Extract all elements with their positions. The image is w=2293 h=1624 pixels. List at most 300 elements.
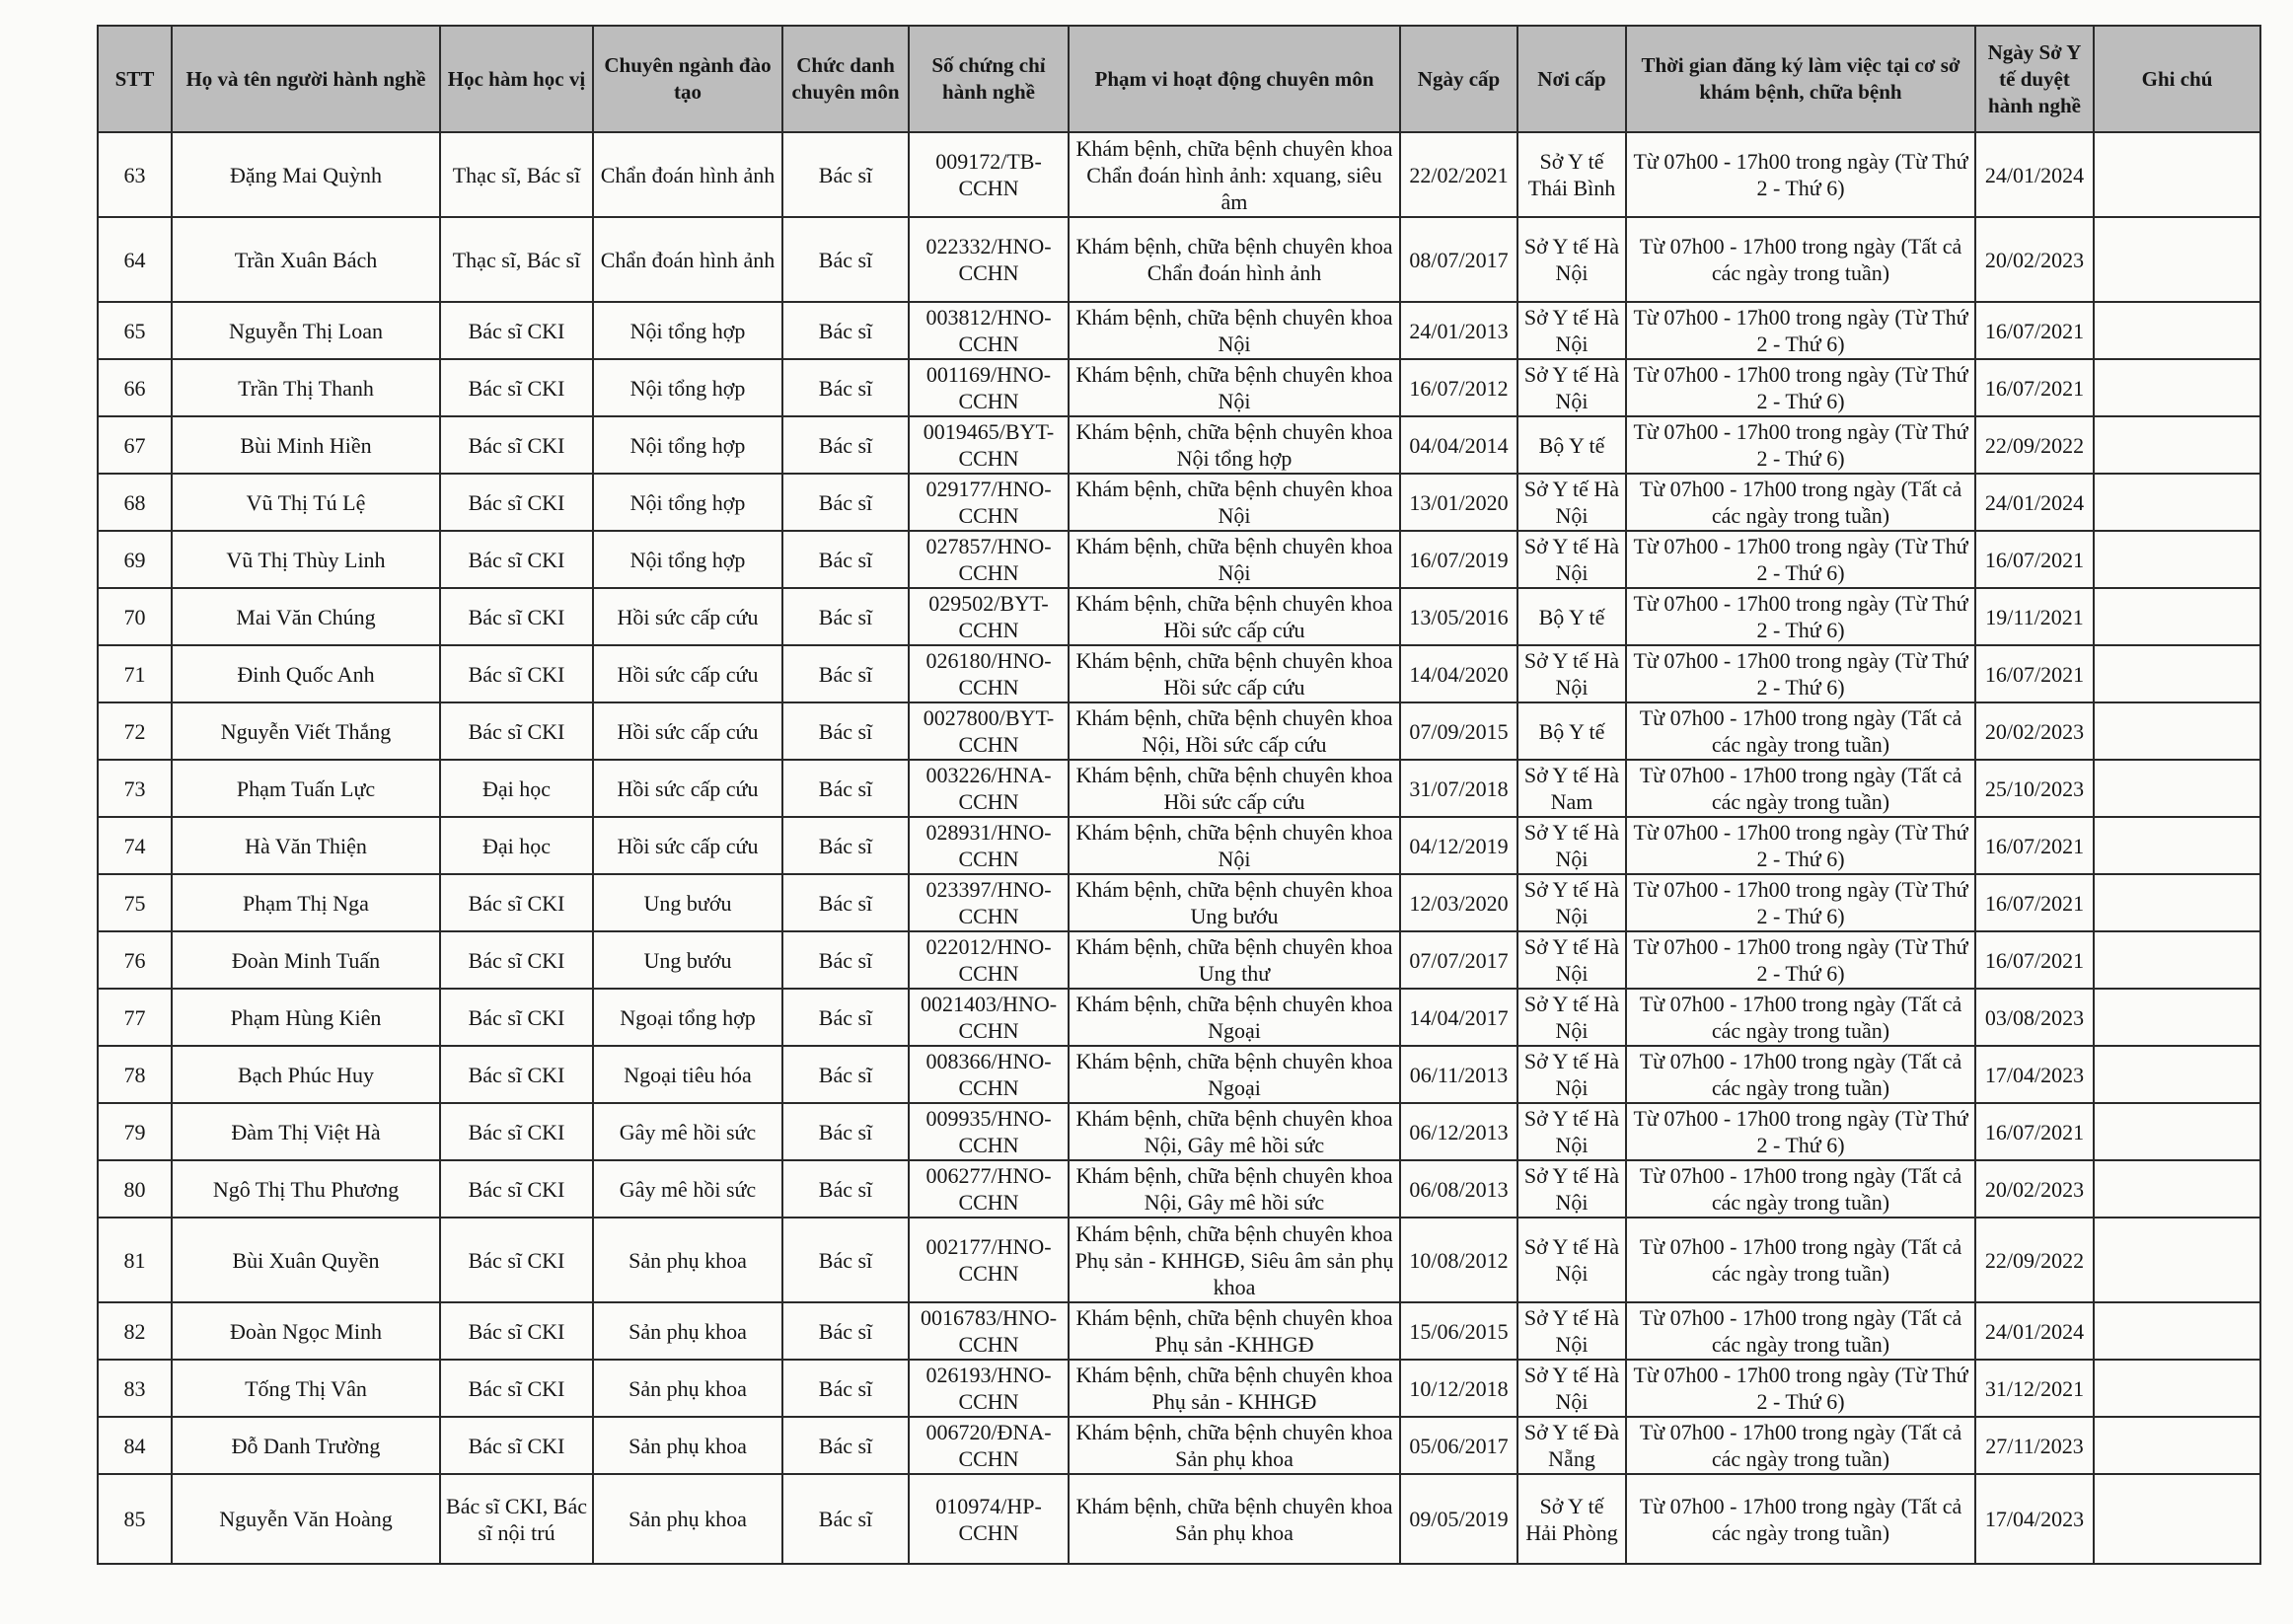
cell-license-number: 0016783/HNO-CCHN	[909, 1302, 1069, 1360]
table-row	[98, 989, 2260, 1046]
cell-stt: 71	[98, 645, 172, 702]
cell-approval-date: 17/04/2023	[1975, 1046, 2094, 1103]
cell-degree: Bác sĩ CKI	[440, 1103, 593, 1160]
cell-title: Bác sĩ	[782, 1360, 909, 1417]
cell-note	[2094, 302, 2260, 359]
cell-license-number: 029502/BYT-CCHN	[909, 588, 1069, 645]
cell-scope: Khám bệnh, chữa bệnh chuyên khoa Nội	[1069, 302, 1400, 359]
table-row	[98, 1302, 2260, 1360]
cell-approval-date: 24/01/2024	[1975, 474, 2094, 531]
cell-scope: Khám bệnh, chữa bệnh chuyên khoa Chẩn đoán hình ảnh	[1069, 217, 1400, 302]
cell-issue-date: 16/07/2012	[1400, 359, 1517, 416]
cell-degree: Bác sĩ CKI	[440, 359, 593, 416]
header-specialty: Chuyên ngành đào tạo	[593, 26, 782, 132]
cell-scope: Khám bệnh, chữa bệnh chuyên khoa Sản phụ khoa	[1069, 1417, 1400, 1474]
table-row	[98, 1417, 2260, 1474]
cell-working-time: Từ 07h00 - 17h00 trong ngày (Từ Thứ 2 - Thứ 6)	[1626, 531, 1975, 588]
cell-license-number: 001169/HNO-CCHN	[909, 359, 1069, 416]
cell-issue-date: 10/12/2018	[1400, 1360, 1517, 1417]
cell-degree: Bác sĩ CKI, Bác sĩ nội trú	[440, 1474, 593, 1564]
cell-issuer: Sở Y tế Hà Nội	[1517, 474, 1626, 531]
cell-working-time: Từ 07h00 - 17h00 trong ngày (Từ Thứ 2 - Thứ 6)	[1626, 359, 1975, 416]
cell-degree: Bác sĩ CKI	[440, 989, 593, 1046]
cell-stt: 69	[98, 531, 172, 588]
cell-name: Đàm Thị Việt Hà	[172, 1103, 440, 1160]
cell-name: Đỗ Danh Trường	[172, 1417, 440, 1474]
cell-scope: Khám bệnh, chữa bệnh chuyên khoa Phụ sản - KHHGĐ, Siêu âm sản phụ khoa	[1069, 1218, 1400, 1302]
cell-specialty: Sản phụ khoa	[593, 1302, 782, 1360]
cell-license-number: 003226/HNA-CCHN	[909, 760, 1069, 817]
header-scope: Phạm vi hoạt động chuyên môn	[1069, 26, 1400, 132]
cell-working-time: Từ 07h00 - 17h00 trong ngày (Từ Thứ 2 - Thứ 6)	[1626, 931, 1975, 989]
cell-issue-date: 16/07/2019	[1400, 531, 1517, 588]
cell-name: Bùi Xuân Quyền	[172, 1218, 440, 1302]
cell-stt: 82	[98, 1302, 172, 1360]
cell-approval-date: 03/08/2023	[1975, 989, 2094, 1046]
cell-scope: Khám bệnh, chữa bệnh chuyên khoa Nội	[1069, 359, 1400, 416]
cell-approval-date: 16/07/2021	[1975, 359, 2094, 416]
cell-scope: Khám bệnh, chữa bệnh chuyên khoa Ngoại	[1069, 989, 1400, 1046]
cell-note	[2094, 1302, 2260, 1360]
cell-title: Bác sĩ	[782, 416, 909, 474]
cell-note	[2094, 416, 2260, 474]
cell-degree: Bác sĩ CKI	[440, 645, 593, 702]
cell-note	[2094, 702, 2260, 760]
cell-license-number: 029177/HNO-CCHN	[909, 474, 1069, 531]
cell-issuer: Sở Y tế Hà Nội	[1517, 817, 1626, 874]
cell-note	[2094, 1046, 2260, 1103]
cell-note	[2094, 645, 2260, 702]
cell-approval-date: 16/07/2021	[1975, 931, 2094, 989]
cell-issue-date: 13/01/2020	[1400, 474, 1517, 531]
cell-stt: 74	[98, 817, 172, 874]
table-row	[98, 531, 2260, 588]
cell-note	[2094, 1474, 2260, 1564]
cell-degree: Thạc sĩ, Bác sĩ	[440, 217, 593, 302]
cell-note	[2094, 760, 2260, 817]
cell-working-time: Từ 07h00 - 17h00 trong ngày (Từ Thứ 2 - Thứ 6)	[1626, 645, 1975, 702]
cell-approval-date: 20/02/2023	[1975, 217, 2094, 302]
table-row	[98, 874, 2260, 931]
header-name: Họ và tên người hành nghề	[172, 26, 440, 132]
cell-degree: Bác sĩ CKI	[440, 1302, 593, 1360]
cell-approval-date: 25/10/2023	[1975, 760, 2094, 817]
cell-stt: 79	[98, 1103, 172, 1160]
cell-scope: Khám bệnh, chữa bệnh chuyên khoa Hồi sức cấp cứu	[1069, 645, 1400, 702]
cell-license-number: 0019465/BYT-CCHN	[909, 416, 1069, 474]
cell-issue-date: 04/12/2019	[1400, 817, 1517, 874]
cell-issuer: Sở Y tế Hà Nội	[1517, 874, 1626, 931]
cell-degree: Bác sĩ CKI	[440, 1218, 593, 1302]
cell-scope: Khám bệnh, chữa bệnh chuyên khoa Phụ sản -KHHGĐ	[1069, 1302, 1400, 1360]
cell-working-time: Từ 07h00 - 17h00 trong ngày (Tất cả các ngày trong tuần)	[1626, 1218, 1975, 1302]
cell-stt: 75	[98, 874, 172, 931]
cell-license-number: 026180/HNO-CCHN	[909, 645, 1069, 702]
cell-license-number: 023397/HNO-CCHN	[909, 874, 1069, 931]
cell-specialty: Hồi sức cấp cứu	[593, 702, 782, 760]
cell-name: Đặng Mai Quỳnh	[172, 132, 440, 217]
cell-scope: Khám bệnh, chữa bệnh chuyên khoa Nội	[1069, 531, 1400, 588]
cell-title: Bác sĩ	[782, 531, 909, 588]
cell-working-time: Từ 07h00 - 17h00 trong ngày (Từ Thứ 2 - Thứ 6)	[1626, 1103, 1975, 1160]
cell-title: Bác sĩ	[782, 1302, 909, 1360]
table-row	[98, 1218, 2260, 1302]
cell-approval-date: 16/07/2021	[1975, 874, 2094, 931]
cell-stt: 63	[98, 132, 172, 217]
cell-degree: Bác sĩ CKI	[440, 588, 593, 645]
cell-title: Bác sĩ	[782, 645, 909, 702]
cell-title: Bác sĩ	[782, 1160, 909, 1218]
cell-specialty: Sản phụ khoa	[593, 1417, 782, 1474]
cell-issue-date: 06/12/2013	[1400, 1103, 1517, 1160]
cell-title: Bác sĩ	[782, 1046, 909, 1103]
cell-title: Bác sĩ	[782, 760, 909, 817]
cell-stt: 78	[98, 1046, 172, 1103]
cell-license-number: 026193/HNO-CCHN	[909, 1360, 1069, 1417]
cell-license-number: 028931/HNO-CCHN	[909, 817, 1069, 874]
cell-scope: Khám bệnh, chữa bệnh chuyên khoa Ngoại	[1069, 1046, 1400, 1103]
cell-approval-date: 19/11/2021	[1975, 588, 2094, 645]
cell-issue-date: 09/05/2019	[1400, 1474, 1517, 1564]
table-row	[98, 132, 2260, 217]
cell-approval-date: 20/02/2023	[1975, 702, 2094, 760]
table-row	[98, 645, 2260, 702]
cell-license-number: 0021403/HNO-CCHN	[909, 989, 1069, 1046]
cell-working-time: Từ 07h00 - 17h00 trong ngày (Tất cả các ngày trong tuần)	[1626, 1160, 1975, 1218]
cell-name: Phạm Hùng Kiên	[172, 989, 440, 1046]
cell-license-number: 0027800/BYT-CCHN	[909, 702, 1069, 760]
cell-title: Bác sĩ	[782, 359, 909, 416]
cell-specialty: Hồi sức cấp cứu	[593, 817, 782, 874]
cell-issuer: Sở Y tế Hà Nội	[1517, 989, 1626, 1046]
cell-specialty: Ung bướu	[593, 874, 782, 931]
cell-title: Bác sĩ	[782, 474, 909, 531]
cell-specialty: Sản phụ khoa	[593, 1360, 782, 1417]
cell-title: Bác sĩ	[782, 702, 909, 760]
header-issue-date: Ngày cấp	[1400, 26, 1517, 132]
cell-name: Trần Thị Thanh	[172, 359, 440, 416]
cell-name: Trần Xuân Bách	[172, 217, 440, 302]
cell-working-time: Từ 07h00 - 17h00 trong ngày (Từ Thứ 2 - Thứ 6)	[1626, 1360, 1975, 1417]
table-row	[98, 217, 2260, 302]
cell-scope: Khám bệnh, chữa bệnh chuyên khoa Hồi sức cấp cứu	[1069, 588, 1400, 645]
cell-title: Bác sĩ	[782, 132, 909, 217]
cell-issuer: Sở Y tế Hà Nội	[1517, 645, 1626, 702]
cell-issue-date: 07/07/2017	[1400, 931, 1517, 989]
table-row	[98, 702, 2260, 760]
cell-specialty: Hồi sức cấp cứu	[593, 645, 782, 702]
cell-issue-date: 06/11/2013	[1400, 1046, 1517, 1103]
cell-title: Bác sĩ	[782, 989, 909, 1046]
cell-stt: 84	[98, 1417, 172, 1474]
table-row	[98, 588, 2260, 645]
cell-specialty: Ung bướu	[593, 931, 782, 989]
cell-note	[2094, 1218, 2260, 1302]
cell-note	[2094, 874, 2260, 931]
cell-approval-date: 16/07/2021	[1975, 531, 2094, 588]
cell-stt: 64	[98, 217, 172, 302]
cell-issue-date: 22/02/2021	[1400, 132, 1517, 217]
header-approval-date: Ngày Sở Y tế duyệt hành nghề	[1975, 26, 2094, 132]
cell-issuer: Sở Y tế Hải Phòng	[1517, 1474, 1626, 1564]
cell-approval-date: 16/07/2021	[1975, 645, 2094, 702]
cell-note	[2094, 132, 2260, 217]
cell-approval-date: 16/07/2021	[1975, 1103, 2094, 1160]
table-row	[98, 302, 2260, 359]
cell-title: Bác sĩ	[782, 217, 909, 302]
cell-specialty: Nội tổng hợp	[593, 474, 782, 531]
cell-working-time: Từ 07h00 - 17h00 trong ngày (Từ Thứ 2 - Thứ 6)	[1626, 416, 1975, 474]
cell-title: Bác sĩ	[782, 1218, 909, 1302]
cell-issue-date: 06/08/2013	[1400, 1160, 1517, 1218]
cell-specialty: Sản phụ khoa	[593, 1218, 782, 1302]
cell-license-number: 006720/ĐNA-CCHN	[909, 1417, 1069, 1474]
cell-degree: Bác sĩ CKI	[440, 1417, 593, 1474]
cell-name: Ngô Thị Thu Phương	[172, 1160, 440, 1218]
cell-issuer: Sở Y tế Hà Nội	[1517, 931, 1626, 989]
cell-working-time: Từ 07h00 - 17h00 trong ngày (Từ Thứ 2 - Thứ 6)	[1626, 132, 1975, 217]
cell-scope: Khám bệnh, chữa bệnh chuyên khoa Nội, Gây mê hồi sức	[1069, 1103, 1400, 1160]
cell-issuer: Bộ Y tế	[1517, 416, 1626, 474]
cell-license-number: 009172/TB-CCHN	[909, 132, 1069, 217]
cell-degree: Bác sĩ CKI	[440, 416, 593, 474]
cell-name: Đoàn Ngọc Minh	[172, 1302, 440, 1360]
cell-license-number: 002177/HNO-CCHN	[909, 1218, 1069, 1302]
table-row	[98, 359, 2260, 416]
cell-issue-date: 04/04/2014	[1400, 416, 1517, 474]
cell-working-time: Từ 07h00 - 17h00 trong ngày (Tất cả các ngày trong tuần)	[1626, 1474, 1975, 1564]
cell-issuer: Sở Y tế Hà Nội	[1517, 1046, 1626, 1103]
cell-note	[2094, 531, 2260, 588]
cell-issue-date: 12/03/2020	[1400, 874, 1517, 931]
cell-specialty: Ngoại tiêu hóa	[593, 1046, 782, 1103]
cell-stt: 66	[98, 359, 172, 416]
cell-license-number: 006277/HNO-CCHN	[909, 1160, 1069, 1218]
cell-issue-date: 15/06/2015	[1400, 1302, 1517, 1360]
cell-issuer: Sở Y tế Hà Nội	[1517, 1103, 1626, 1160]
cell-stt: 81	[98, 1218, 172, 1302]
cell-specialty: Nội tổng hợp	[593, 359, 782, 416]
cell-degree: Bác sĩ CKI	[440, 474, 593, 531]
cell-name: Đinh Quốc Anh	[172, 645, 440, 702]
cell-stt: 80	[98, 1160, 172, 1218]
table-header-row	[98, 26, 2260, 132]
header-issuer: Nơi cấp	[1517, 26, 1626, 132]
cell-issue-date: 14/04/2017	[1400, 989, 1517, 1046]
cell-degree: Bác sĩ CKI	[440, 1160, 593, 1218]
cell-note	[2094, 217, 2260, 302]
cell-issue-date: 31/07/2018	[1400, 760, 1517, 817]
cell-degree: Bác sĩ CKI	[440, 302, 593, 359]
cell-stt: 85	[98, 1474, 172, 1564]
cell-issue-date: 07/09/2015	[1400, 702, 1517, 760]
cell-specialty: Hồi sức cấp cứu	[593, 588, 782, 645]
cell-stt: 67	[98, 416, 172, 474]
cell-name: Bùi Minh Hiền	[172, 416, 440, 474]
cell-approval-date: 27/11/2023	[1975, 1417, 2094, 1474]
cell-working-time: Từ 07h00 - 17h00 trong ngày (Tất cả các ngày trong tuần)	[1626, 989, 1975, 1046]
cell-issue-date: 05/06/2017	[1400, 1417, 1517, 1474]
table-row	[98, 760, 2260, 817]
cell-scope: Khám bệnh, chữa bệnh chuyên khoa Ung thư	[1069, 931, 1400, 989]
cell-stt: 72	[98, 702, 172, 760]
cell-note	[2094, 359, 2260, 416]
cell-issue-date: 13/05/2016	[1400, 588, 1517, 645]
cell-issuer: Sở Y tế Hà Nội	[1517, 1302, 1626, 1360]
cell-degree: Bác sĩ CKI	[440, 1360, 593, 1417]
cell-degree: Đại học	[440, 817, 593, 874]
cell-approval-date: 22/09/2022	[1975, 416, 2094, 474]
cell-title: Bác sĩ	[782, 817, 909, 874]
table-row	[98, 1360, 2260, 1417]
table-row	[98, 931, 2260, 989]
cell-specialty: Sản phụ khoa	[593, 1474, 782, 1564]
cell-note	[2094, 1103, 2260, 1160]
cell-issue-date: 14/04/2020	[1400, 645, 1517, 702]
cell-issuer: Bộ Y tế	[1517, 588, 1626, 645]
cell-issuer: Sở Y tế Hà Nội	[1517, 302, 1626, 359]
cell-scope: Khám bệnh, chữa bệnh chuyên khoa Nội	[1069, 817, 1400, 874]
cell-issuer: Sở Y tế Hà Nam	[1517, 760, 1626, 817]
cell-specialty: Chẩn đoán hình ảnh	[593, 217, 782, 302]
cell-stt: 68	[98, 474, 172, 531]
cell-issuer: Sở Y tế Hà Nội	[1517, 359, 1626, 416]
cell-scope: Khám bệnh, chữa bệnh chuyên khoa Nội tổng hợp	[1069, 416, 1400, 474]
cell-note	[2094, 931, 2260, 989]
header-title: Chức danh chuyên môn	[782, 26, 909, 132]
cell-approval-date: 31/12/2021	[1975, 1360, 2094, 1417]
cell-working-time: Từ 07h00 - 17h00 trong ngày (Từ Thứ 2 - Thứ 6)	[1626, 874, 1975, 931]
cell-title: Bác sĩ	[782, 931, 909, 989]
cell-specialty: Nội tổng hợp	[593, 416, 782, 474]
cell-note	[2094, 1160, 2260, 1218]
cell-name: Nguyễn Văn Hoàng	[172, 1474, 440, 1564]
cell-license-number: 003812/HNO-CCHN	[909, 302, 1069, 359]
cell-degree: Bác sĩ CKI	[440, 702, 593, 760]
table-row	[98, 1474, 2260, 1564]
cell-issue-date: 10/08/2012	[1400, 1218, 1517, 1302]
cell-issuer: Sở Y tế Hà Nội	[1517, 531, 1626, 588]
cell-license-number: 022332/HNO-CCHN	[909, 217, 1069, 302]
header-stt: STT	[98, 26, 172, 132]
cell-issuer: Bộ Y tế	[1517, 702, 1626, 760]
cell-license-number: 027857/HNO-CCHN	[909, 531, 1069, 588]
cell-name: Mai Văn Chúng	[172, 588, 440, 645]
cell-degree: Bác sĩ CKI	[440, 874, 593, 931]
cell-name: Nguyễn Viết Thắng	[172, 702, 440, 760]
cell-title: Bác sĩ	[782, 874, 909, 931]
cell-working-time: Từ 07h00 - 17h00 trong ngày (Tất cả các ngày trong tuần)	[1626, 217, 1975, 302]
cell-name: Phạm Tuấn Lực	[172, 760, 440, 817]
cell-issuer: Sở Y tế Hà Nội	[1517, 1160, 1626, 1218]
cell-working-time: Từ 07h00 - 17h00 trong ngày (Tất cả các ngày trong tuần)	[1626, 1046, 1975, 1103]
cell-stt: 77	[98, 989, 172, 1046]
cell-specialty: Ngoại tổng hợp	[593, 989, 782, 1046]
cell-scope: Khám bệnh, chữa bệnh chuyên khoa Nội, Hồi sức cấp cứu	[1069, 702, 1400, 760]
cell-scope: Khám bệnh, chữa bệnh chuyên khoa Sản phụ khoa	[1069, 1474, 1400, 1564]
table-row	[98, 474, 2260, 531]
cell-note	[2094, 474, 2260, 531]
cell-issue-date: 24/01/2013	[1400, 302, 1517, 359]
cell-stt: 73	[98, 760, 172, 817]
cell-scope: Khám bệnh, chữa bệnh chuyên khoa Ung bướu	[1069, 874, 1400, 931]
cell-scope: Khám bệnh, chữa bệnh chuyên khoa Nội, Gây mê hồi sức	[1069, 1160, 1400, 1218]
cell-degree: Thạc sĩ, Bác sĩ	[440, 132, 593, 217]
cell-degree: Bác sĩ CKI	[440, 531, 593, 588]
header-license-number: Số chứng chỉ hành nghề	[909, 26, 1069, 132]
cell-title: Bác sĩ	[782, 1103, 909, 1160]
cell-name: Phạm Thị Nga	[172, 874, 440, 931]
cell-license-number: 022012/HNO-CCHN	[909, 931, 1069, 989]
cell-name: Hà Văn Thiện	[172, 817, 440, 874]
cell-name: Nguyễn Thị Loan	[172, 302, 440, 359]
header-degree: Học hàm học vị	[440, 26, 593, 132]
header-note: Ghi chú	[2094, 26, 2260, 132]
cell-approval-date: 16/07/2021	[1975, 302, 2094, 359]
cell-title: Bác sĩ	[782, 1417, 909, 1474]
cell-working-time: Từ 07h00 - 17h00 trong ngày (Từ Thứ 2 - Thứ 6)	[1626, 588, 1975, 645]
practitioner-table	[97, 25, 2261, 1565]
cell-name: Vũ Thị Thùy Linh	[172, 531, 440, 588]
cell-specialty: Chẩn đoán hình ảnh	[593, 132, 782, 217]
cell-approval-date: 22/09/2022	[1975, 1218, 2094, 1302]
cell-license-number: 009935/HNO-CCHN	[909, 1103, 1069, 1160]
cell-approval-date: 24/01/2024	[1975, 1302, 2094, 1360]
cell-license-number: 008366/HNO-CCHN	[909, 1046, 1069, 1103]
cell-scope: Khám bệnh, chữa bệnh chuyên khoa Nội	[1069, 474, 1400, 531]
cell-issuer: Sở Y tế Hà Nội	[1517, 1360, 1626, 1417]
cell-approval-date: 16/07/2021	[1975, 817, 2094, 874]
cell-approval-date: 20/02/2023	[1975, 1160, 2094, 1218]
cell-stt: 65	[98, 302, 172, 359]
cell-degree: Bác sĩ CKI	[440, 931, 593, 989]
cell-note	[2094, 817, 2260, 874]
cell-approval-date: 24/01/2024	[1975, 132, 2094, 217]
cell-issuer: Sở Y tế Thái Bình	[1517, 132, 1626, 217]
table-row	[98, 1046, 2260, 1103]
cell-working-time: Từ 07h00 - 17h00 trong ngày (Từ Thứ 2 - Thứ 6)	[1626, 817, 1975, 874]
cell-note	[2094, 588, 2260, 645]
cell-working-time: Từ 07h00 - 17h00 trong ngày (Tất cả các ngày trong tuần)	[1626, 1417, 1975, 1474]
cell-issuer: Sở Y tế Hà Nội	[1517, 217, 1626, 302]
cell-stt: 83	[98, 1360, 172, 1417]
cell-note	[2094, 1417, 2260, 1474]
cell-issuer: Sở Y tế Hà Nội	[1517, 1218, 1626, 1302]
cell-name: Vũ Thị Tú Lệ	[172, 474, 440, 531]
cell-scope: Khám bệnh, chữa bệnh chuyên khoa Chẩn đoán hình ảnh: xquang, siêu âm	[1069, 132, 1400, 217]
cell-scope: Khám bệnh, chữa bệnh chuyên khoa Hồi sức cấp cứu	[1069, 760, 1400, 817]
cell-note	[2094, 989, 2260, 1046]
cell-name: Bạch Phúc Huy	[172, 1046, 440, 1103]
cell-license-number: 010974/HP-CCHN	[909, 1474, 1069, 1564]
cell-specialty: Gây mê hồi sức	[593, 1103, 782, 1160]
cell-issue-date: 08/07/2017	[1400, 217, 1517, 302]
table-row	[98, 1103, 2260, 1160]
cell-name: Tống Thị Vân	[172, 1360, 440, 1417]
cell-stt: 70	[98, 588, 172, 645]
header-working-time: Thời gian đăng ký làm việc tại cơ sở khám bệnh, chữa bệnh	[1626, 26, 1975, 132]
cell-note	[2094, 1360, 2260, 1417]
table-body	[98, 132, 2260, 1564]
cell-degree: Đại học	[440, 760, 593, 817]
cell-specialty: Gây mê hồi sức	[593, 1160, 782, 1218]
cell-scope: Khám bệnh, chữa bệnh chuyên khoa Phụ sản - KHHGĐ	[1069, 1360, 1400, 1417]
cell-title: Bác sĩ	[782, 588, 909, 645]
cell-stt: 76	[98, 931, 172, 989]
cell-working-time: Từ 07h00 - 17h00 trong ngày (Tất cả các ngày trong tuần)	[1626, 474, 1975, 531]
cell-working-time: Từ 07h00 - 17h00 trong ngày (Tất cả các ngày trong tuần)	[1626, 760, 1975, 817]
cell-working-time: Từ 07h00 - 17h00 trong ngày (Từ Thứ 2 - Thứ 6)	[1626, 302, 1975, 359]
